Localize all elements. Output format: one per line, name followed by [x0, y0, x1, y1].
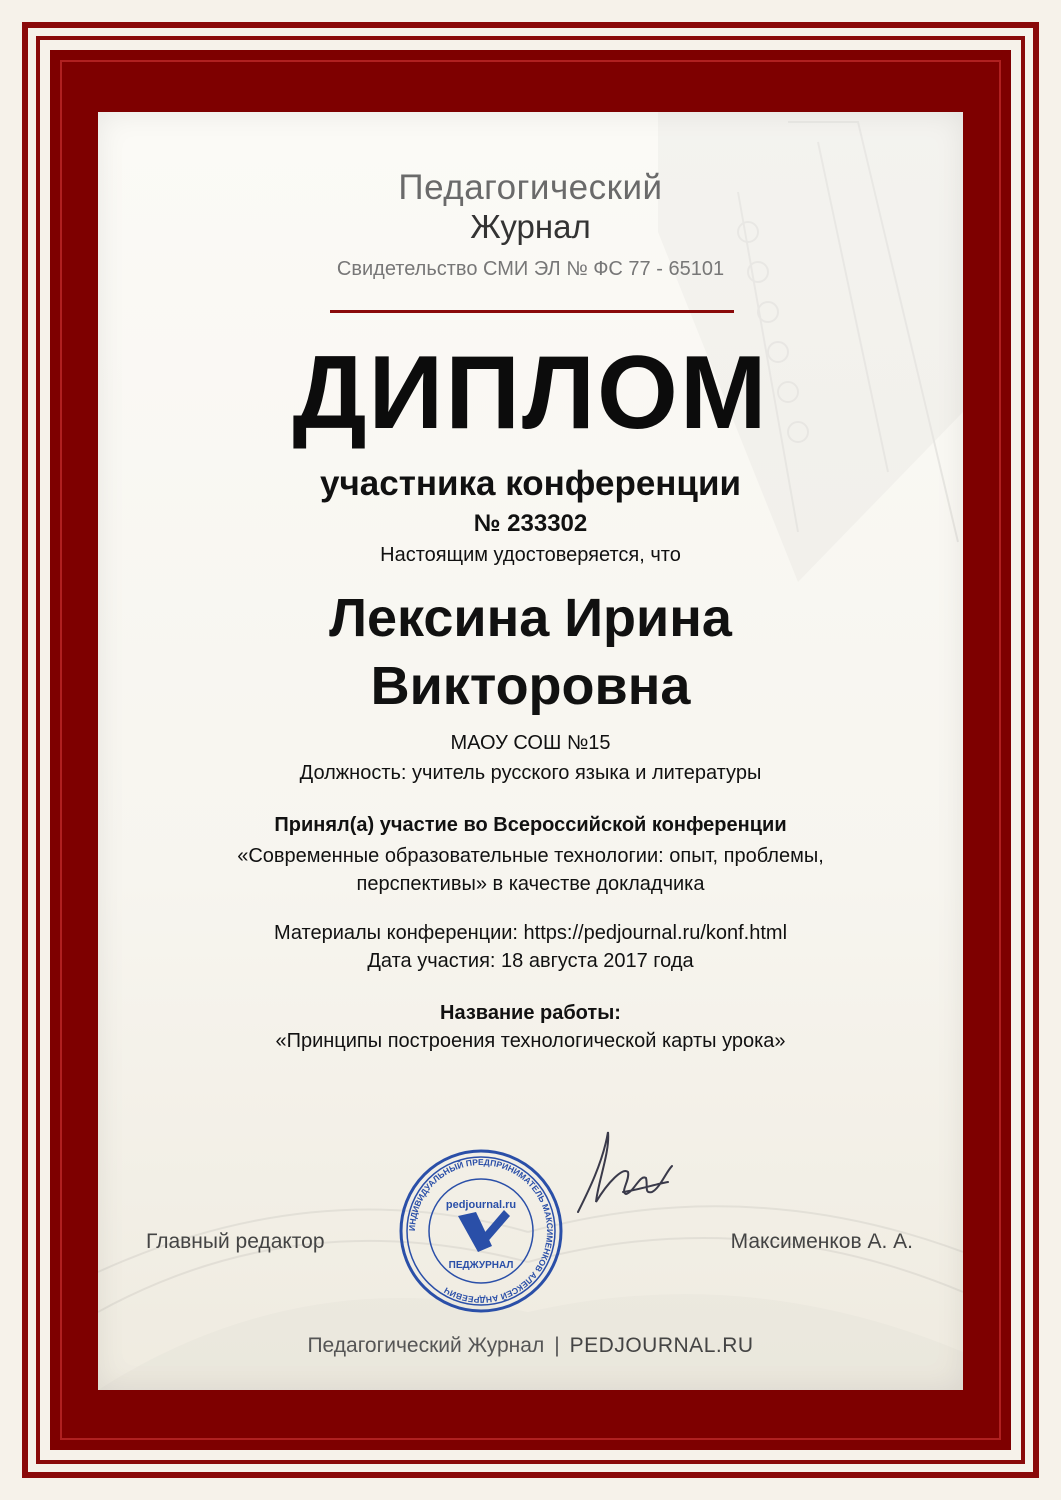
recipient-name [98, 584, 963, 720]
chief-editor-name: Максименков А. А. [730, 1230, 913, 1253]
work-title-label: Название работы: [440, 1002, 621, 1024]
recipient-name-line1: Лексина Ирина [329, 588, 732, 648]
footer-separator: | [554, 1334, 560, 1357]
conference-materials: Материалы конференции: https://pedjournal.ru/konf.html [273, 922, 788, 944]
conference-name: «Современные образовательные технологии: опыт, проблемы, перспективы» в качестве докладчика [237, 845, 824, 895]
participation-date: Дата участия: 18 августа 2017 года [367, 950, 694, 972]
work-title: «Принципы построения технологической карты урока» [275, 1030, 786, 1052]
stamp-circle-text: ИНДИВИДУАЛЬНЫЙ ПРЕДПРИНИМАТЕЛЬ МАКСИМЕНКОВ АЛЕКСЕЙ АНДРЕЕВИЧ [406, 1156, 556, 1306]
diploma-subtitle: участника конференции [320, 464, 741, 503]
certifies-text: Настоящим удостоверяется, что [380, 544, 681, 566]
diploma-number: № 233302 [473, 510, 588, 537]
certificate-content [98, 112, 963, 1390]
footer-site: PEDJOURNAL.RU [569, 1334, 754, 1357]
organization: МАОУ СОШ №15 [450, 732, 611, 754]
position: Должность: учитель русского языка и литературы [299, 762, 762, 784]
media-registration: Свидетельство СМИ ЭЛ № ФС 77 - 65101 [336, 258, 725, 280]
participation-statement: Принял(а) участие во Всероссийской конференции [274, 814, 787, 836]
official-stamp [396, 1146, 566, 1316]
certificate-paper [98, 112, 963, 1390]
diploma-title: ДИПЛОМ [292, 335, 769, 451]
stamp-label: ПЕДЖУРНАЛ [448, 1260, 514, 1271]
footer [98, 1334, 963, 1358]
chief-editor-label: Главный редактор [146, 1230, 325, 1253]
recipient-name-line2: Викторовна [370, 656, 691, 716]
journal-title-line2: Журнал [470, 208, 591, 245]
title-divider [330, 310, 734, 313]
stamp-brand: pedjournal.ru [445, 1199, 517, 1211]
journal-title-line1: Педагогический [398, 168, 663, 207]
footer-journal-name: Педагогический Журнал [307, 1334, 545, 1357]
signature [568, 1122, 678, 1222]
